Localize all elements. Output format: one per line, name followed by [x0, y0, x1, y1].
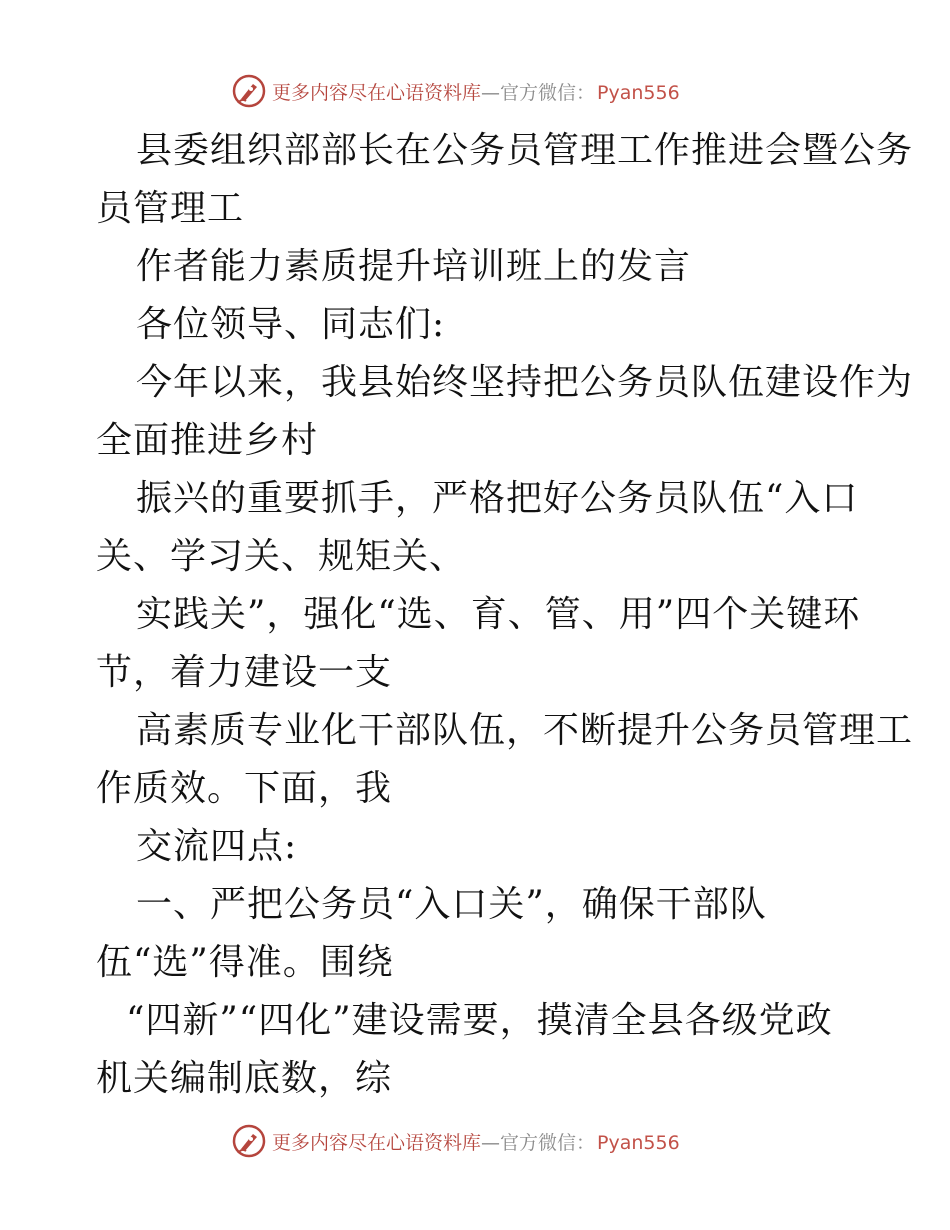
- paragraph-line: 关、学习关、规矩关、: [96, 536, 467, 577]
- paragraph-line: 节，着力建设一支: [96, 652, 393, 693]
- watermark-dash: —: [481, 81, 501, 104]
- watermark-label: 官方微信：: [500, 81, 596, 104]
- paragraph-line: 高素质专业化干部队伍，不断提升公务员管理工: [136, 710, 914, 751]
- watermark-header: [232, 72, 712, 110]
- paragraph-line: “四新”“四化”建设需要，摸清全县各级党政: [126, 1000, 833, 1041]
- watermark-id: Pyan556: [597, 81, 680, 104]
- title-line: 县委组织部部长在公务员管理工作推进会暨公务: [136, 130, 914, 171]
- paragraph-line: 今年以来，我县始终坚持把公务员队伍建设作为: [136, 362, 914, 403]
- watermark-id: Pyan556: [597, 1131, 680, 1154]
- section-heading-line: 伍“选”得准。围绕: [96, 942, 394, 983]
- title-line: 员管理工: [96, 188, 245, 229]
- title-line: 作者能力素质提升培训班上的发言: [136, 246, 692, 287]
- paragraph-line: 全面推进乡村: [96, 420, 319, 461]
- paragraph-line: 实践关”，强化“选、育、管、用”四个关键环: [136, 594, 861, 635]
- watermark-site: 更多内容尽在心语资料库: [272, 81, 482, 104]
- watermark-footer: [232, 1122, 712, 1160]
- pen-nib-logo-icon: [232, 1124, 266, 1158]
- watermark-text: [272, 78, 680, 105]
- pen-nib-logo-icon: [232, 74, 266, 108]
- document-body: [96, 122, 914, 1108]
- watermark-text: [272, 1128, 680, 1155]
- section-heading-line: 一、严把公务员“入口关”，确保干部队: [136, 884, 767, 925]
- paragraph-line: 交流四点:: [136, 826, 298, 867]
- paragraph-line: 振兴的重要抓手，严格把好公务员队伍“入口: [136, 478, 859, 519]
- paragraph-line: 作质效。下面，我: [96, 768, 393, 809]
- paragraph-line: 机关编制底数，综: [96, 1058, 393, 1099]
- greeting-line: 各位领导、同志们:: [136, 304, 446, 345]
- watermark-dash: —: [481, 1131, 501, 1154]
- watermark-label: 官方微信：: [500, 1131, 596, 1154]
- watermark-site: 更多内容尽在心语资料库: [272, 1131, 482, 1154]
